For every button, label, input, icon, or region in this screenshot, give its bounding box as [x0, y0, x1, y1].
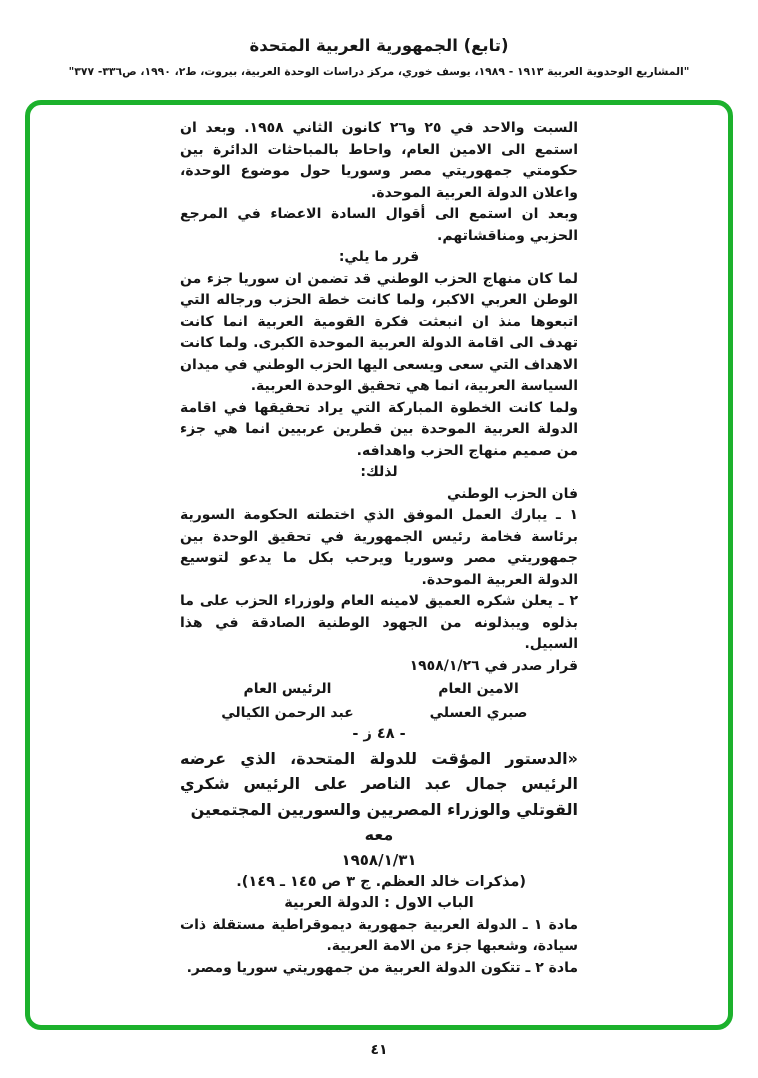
signature-secretary-title: الامين العام — [438, 681, 519, 697]
article-1 — [180, 915, 578, 958]
signature-titles-row — [180, 679, 578, 701]
article-2 — [180, 958, 578, 980]
signature-president-name: عبد الرحمن الكيالي — [221, 704, 354, 721]
page-number: ٤١ — [370, 1042, 388, 1058]
signature-secretary-name: صبري العسلي — [429, 704, 528, 721]
party-decides-line: فان الحزب الوطني — [447, 485, 578, 502]
article-2-text: ـ تتكون الدولة العربية من جمهوريتي سوريا ومصر. — [186, 959, 531, 976]
section-48z-marker: - ٤٨ ز - — [352, 726, 406, 742]
article-1-label: مادة ١ — [533, 916, 579, 933]
source-note: (مذكرات خالد العظم. ج ٣ ص ١٤٥ ـ ١٤٩). — [236, 873, 526, 890]
running-header-title: (تابع) الجمهورية العربية المتحدة — [249, 36, 509, 55]
decision-issued-line: قرار صدر في ١٩٥٨/١/٢٦ — [409, 657, 578, 674]
text-column — [180, 118, 578, 979]
decree-lead-line: قرر ما يلي: — [338, 249, 420, 265]
chapter-one-heading: الباب الاول : الدولة العربية — [284, 895, 474, 911]
decision-item-2: ٢ ـ يعلن شكره العميق لامينه العام ولوزراء الحزب على ما بذلوه ويبذلونه من الجهود الوطنية الصادقة في هذا السبيل. — [180, 593, 578, 652]
decision-paragraph-members: وبعد ان استمع الى أقوال السادة الاعضاء في المرجع الحزبي ومناقشاتهم. — [180, 206, 578, 244]
document-frame — [25, 100, 733, 1030]
decision-item-1: ١ ـ يبارك العمل الموفق الذي اختطته الحكومة السورية برئاسة فخامة رئيس الجمهورية في تحقيق الوحدة بين جمهوريتي مصر وسوريا ويرحب بكل ما يدعو لتوسيع الدولة العربية الموحدة. — [180, 507, 578, 588]
constitution-date: ١٩٥٨/١/٣١ — [341, 850, 417, 869]
decision-paragraph-session: السبت والاحد في ٢٥ و٢٦ كانون الثاني ١٩٥٨. وبعد ان استمع الى الامين العام، واحاط بالمباحثات الدائرة بين حكومتي جمهوريتي مصر وسوريا حول موضوع الوحدة، واعلان الدولة العربية الموحدة. — [180, 120, 579, 201]
running-header-citation: "المشاريع الوحدوية العربية ١٩١٣ - ١٩٨٩، يوسف خوري، مركز دراسات الوحدة العربية، بيروت، ط٢، ١٩٩٠، ص٣٣٦- ٣٧٧" — [68, 65, 690, 78]
decision-paragraph-manifesto: لما كان منهاج الحزب الوطني قد تضمن ان سوريا جزء من الوطن العربي الاكبر، ولما كانت خطة الحزب ورجاله التي اتبعوها منذ ان انبعثت فكرة القومية العربية انما كانت تهدف الى اقامة الدولة العربية الموحدة الكبرى. ولما كانت الاهداف التي سعى ويسعى اليها الحزب الوطني في ميدان السياسة العربية، انما هي تحقيق الوحدة العربية. — [180, 270, 578, 394]
article-2-label: مادة ٢ — [535, 959, 578, 976]
therefore-line: لذلك: — [360, 464, 398, 480]
constitution-title-tail: معه — [364, 825, 394, 844]
signature-names-row — [180, 703, 578, 725]
decision-paragraph-step: ولما كانت الخطوة المباركة التي يراد تحقيقها في اقامة الدولة العربية الموحدة بين قطرين عربيين انما هي جزء من صميم منهاج الحزب واهدافه. — [180, 399, 578, 459]
constitution-title: «الدستور المؤقت للدولة المتحدة، الذي عرضه الرئيس جمال عبد الناصر على الرئيس شكري القوتلي والوزراء المصريين والسوريين المجتمعين — [180, 748, 578, 819]
article-1-text: ـ الدولة العربية جمهورية ديموقراطية مستقلة ذات سيادة، وشعبها جزء من الامة العربية. — [180, 916, 578, 954]
signature-president-title: الرئيس العام — [243, 681, 332, 697]
